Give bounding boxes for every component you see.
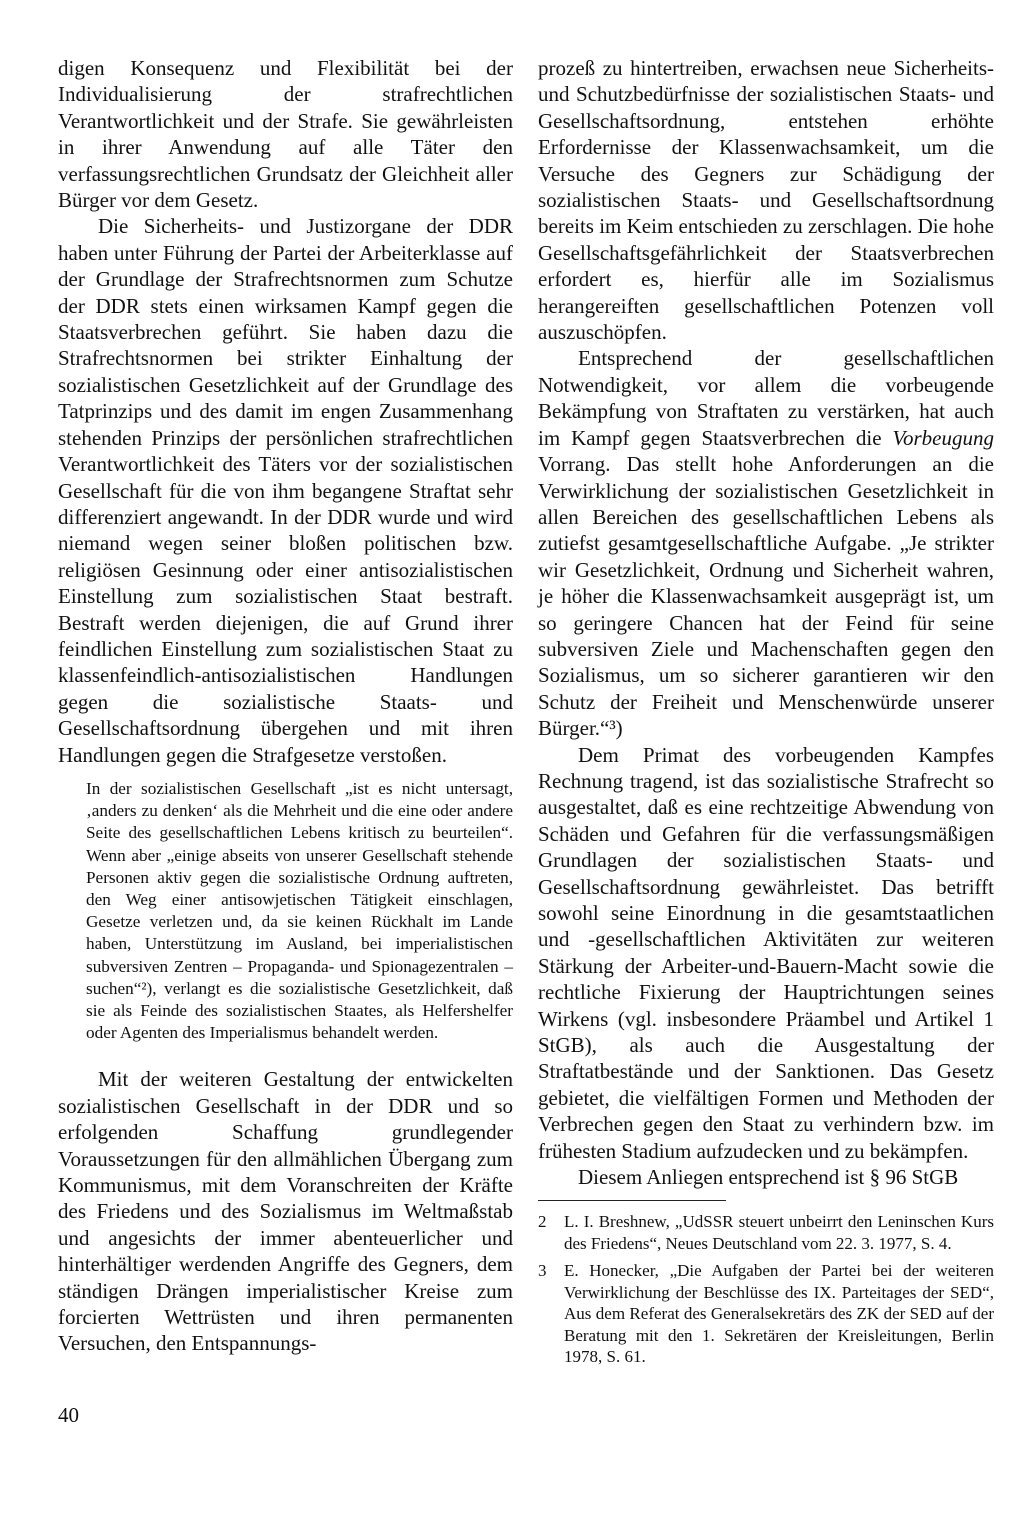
paragraph-primacy: Dem Primat des vorbeugenden Kampfes Rechnung tragend, ist das sozialistische Strafrecht so ausgestaltet, daß es eine rechtzeitige Abwendung von Schäden und Gefahren für die verfassungsmäßigen Grundlagen der sozialistischen Staats- und Gesellschaftsordnung gewährleistet. Das betrifft sowohl seine Einordnung in die gesamtstaatlichen und -gesellschaftlichen Aktivitäten zur weiteren Stärkung der Arbeiter-und-Bauern-Macht sowie die rechtliche Fixierung der Hauptrichtungen seines Wirkens (vgl. insbesondere Präambel und Artikel 1 StGB), als auch die Ausgestaltung der Straftatbestände und der Sanktionen. Das Gesetz gebietet, die vielfältigen Formen und Methoden der Verbrechen gegen den Staat zu verhindern bzw. im frühesten Stadium aufzudecken und zu bekämpfen.	[538, 742, 994, 1163]
block-quote: In der sozialistischen Gesellschaft „ist es nicht untersagt, ‚anders zu denken‘ als die Mehrheit und die eine oder andere Seite des gesellschaftlichen Lebens kritisch zu beurteilen“. Wenn aber „einige abseits von unserer Gesellschaft stehende Personen aktiv gegen die sozialistische Ordnung auftreten, den Weg einer antisowjetischen Tätigkeit einschlagen, Gesetze verletzen und, da sie keinen Rückhalt im Lande haben, Unterstützung im Ausland, bei imperialistischen subversiven Zentren – Propaganda- und Spionagezentralen – suchen“²), verlangt es die sozialistische Gesetzlichkeit, daß sie als Feinde des sozialistischen Staates, als Helfershelfer oder Agenten des Imperialismus behandelt werden.	[86, 778, 513, 1043]
footnote-3	[538, 1260, 994, 1368]
paragraph-security-organs: Die Sicherheits- und Justizorgane der DDR haben unter Führung der Partei der Arbeiterklasse auf der Grundlage der Strafrechtsnormen zum Schutze der DDR stets einen wirksamen Kampf gegen die Staatsverbrechen geführt. Sie haben dazu die Strafrechtsnormen bei strikter Einhaltung der sozialistischen Gesetzlichkeit auf der Grundlage des Tatprinzips und des damit im engen Zusammenhang stehenden Prinzips der persönlichen strafrechtlichen Verantwortlichkeit des Täters vor der sozialistischen Gesellschaft für die von ihm begangene Straftat sehr differenziert angewandt. In der DDR wurde und wird niemand wegen seiner bloßen politischen bzw. religiösen Gesinnung oder einer antisozialistischen Einstellung zum sozialistischen Staat bestraft. Bestraft werden diejenigen, die auf Grund ihrer feindlichen Einstellung zum sozialistischen Staat zu klassenfeindlich-antisozialistischen Handlungen gegen die sozialistische Staats- und Gesellschaftsordnung übergehen und mit ihren Handlungen gegen die Strafgesetze verstoßen.	[58, 214, 513, 767]
footnote-2	[538, 1211, 994, 1254]
emphasis-vorbeugung: Vorbeugung	[892, 425, 994, 450]
paragraph-continuation: digen Konsequenz und Flexibilität bei der Individualisierung der strafrechtlichen Verantwortlichkeit und der Strafe. Sie gewährleisten in ihrer Anwendung auf alle Täter den verfassungsrechtlichen Grundsatz der Gleichheit aller Bürger vor dem Gesetz.	[58, 56, 513, 213]
paragraph-section-96: Diesem Anliegen entsprechend ist § 96 StGB	[578, 1165, 959, 1190]
paragraph-prevention	[538, 345, 994, 741]
right-column	[538, 55, 994, 1374]
footnote-separator	[538, 1200, 726, 1201]
footnote-number: 2	[538, 1212, 547, 1232]
prevention-text-start: Entsprechend der gesellschaftlichen Notwendigkeit, vor allem die vorbeugende Bekämpfung von Straftaten zu verstärken, hat auch im Kampf gegen Staatsverbrechen die	[538, 346, 994, 450]
footnote-text: E. Honecker, „Die Aufgaben der Partei bei der weiteren Verwirklichung der Beschlüsse des IX. Parteitages der SED“, Aus dem Referat des Generalsekretärs des ZK der SED auf der Beratung mit den 1. Sekretären der Kreisleitungen, Berlin 1978, S. 61.	[564, 1261, 994, 1367]
footnote-text: L. I. Breshnew, „UdSSR steuert unbeirrt den Leninschen Kurs des Friedens“, Neues Deutschland vom 22. 3. 1977, S. 4.	[564, 1212, 994, 1253]
left-column	[58, 55, 513, 1357]
footnote-number: 3	[538, 1261, 547, 1281]
paragraph-further-development: Mit der weiteren Gestaltung der entwickelten sozialistischen Gesellschaft in der DDR und so erfolgenden Schaffung grundlegender Voraussetzungen für den allmählichen Übergang zum Kommunismus, mit dem Voranschreiten der Kräfte des Friedens und des Sozialismus im Weltmaßstab und angesichts der immer abenteuerlicher und hinterhältiger werdenden Angriffe des Gegners, dem ständigen Drängen imperialistischer Kreise zum forcierten Wettrüsten und ihren permanenten Versuchen, den Entspannungs-	[58, 1067, 513, 1356]
prevention-text-end: Vorrang. Das stellt hohe Anforderungen an die Verwirklichung der sozialistischen Gesetzlichkeit in allen Bereichen des gesellschaftlichen Lebens als zutiefst gesamtgesellschaftliche Aufgabe. „Je strikter wir Gesetzlichkeit, Ordnung und Sicherheit wahren, je höher die Klassenwachsamkeit ausgeprägt ist, um so geringere Chancen hat der Feind für seine subversiven Ziele und Machenschaften gegen den Sozialismus, um so sicherer garantieren wir den Schutz der Freiheit und Menschenwürde unserer Bürger.“³)	[538, 452, 994, 741]
paragraph-continuation-right: prozeß zu hintertreiben, erwachsen neue Sicherheits- und Schutzbedürfnisse der sozialistischen Staats- und Gesellschaftsordnung, entstehen erhöhte Erfordernisse der Klassenwachsamkeit, um die Versuche des Gegners zur Schädigung der sozialistischen Staats- und Gesellschaftsordnung bereits im Keim entschieden zu zerschlagen. Die hohe Gesellschaftsgefährlichkeit der Staatsverbrechen erfordert es, hierfür alle im Sozialismus herangereiften gesellschaftlichen Potenzen voll auszuschöpfen.	[538, 56, 994, 345]
page-number: 40	[58, 1403, 79, 1427]
